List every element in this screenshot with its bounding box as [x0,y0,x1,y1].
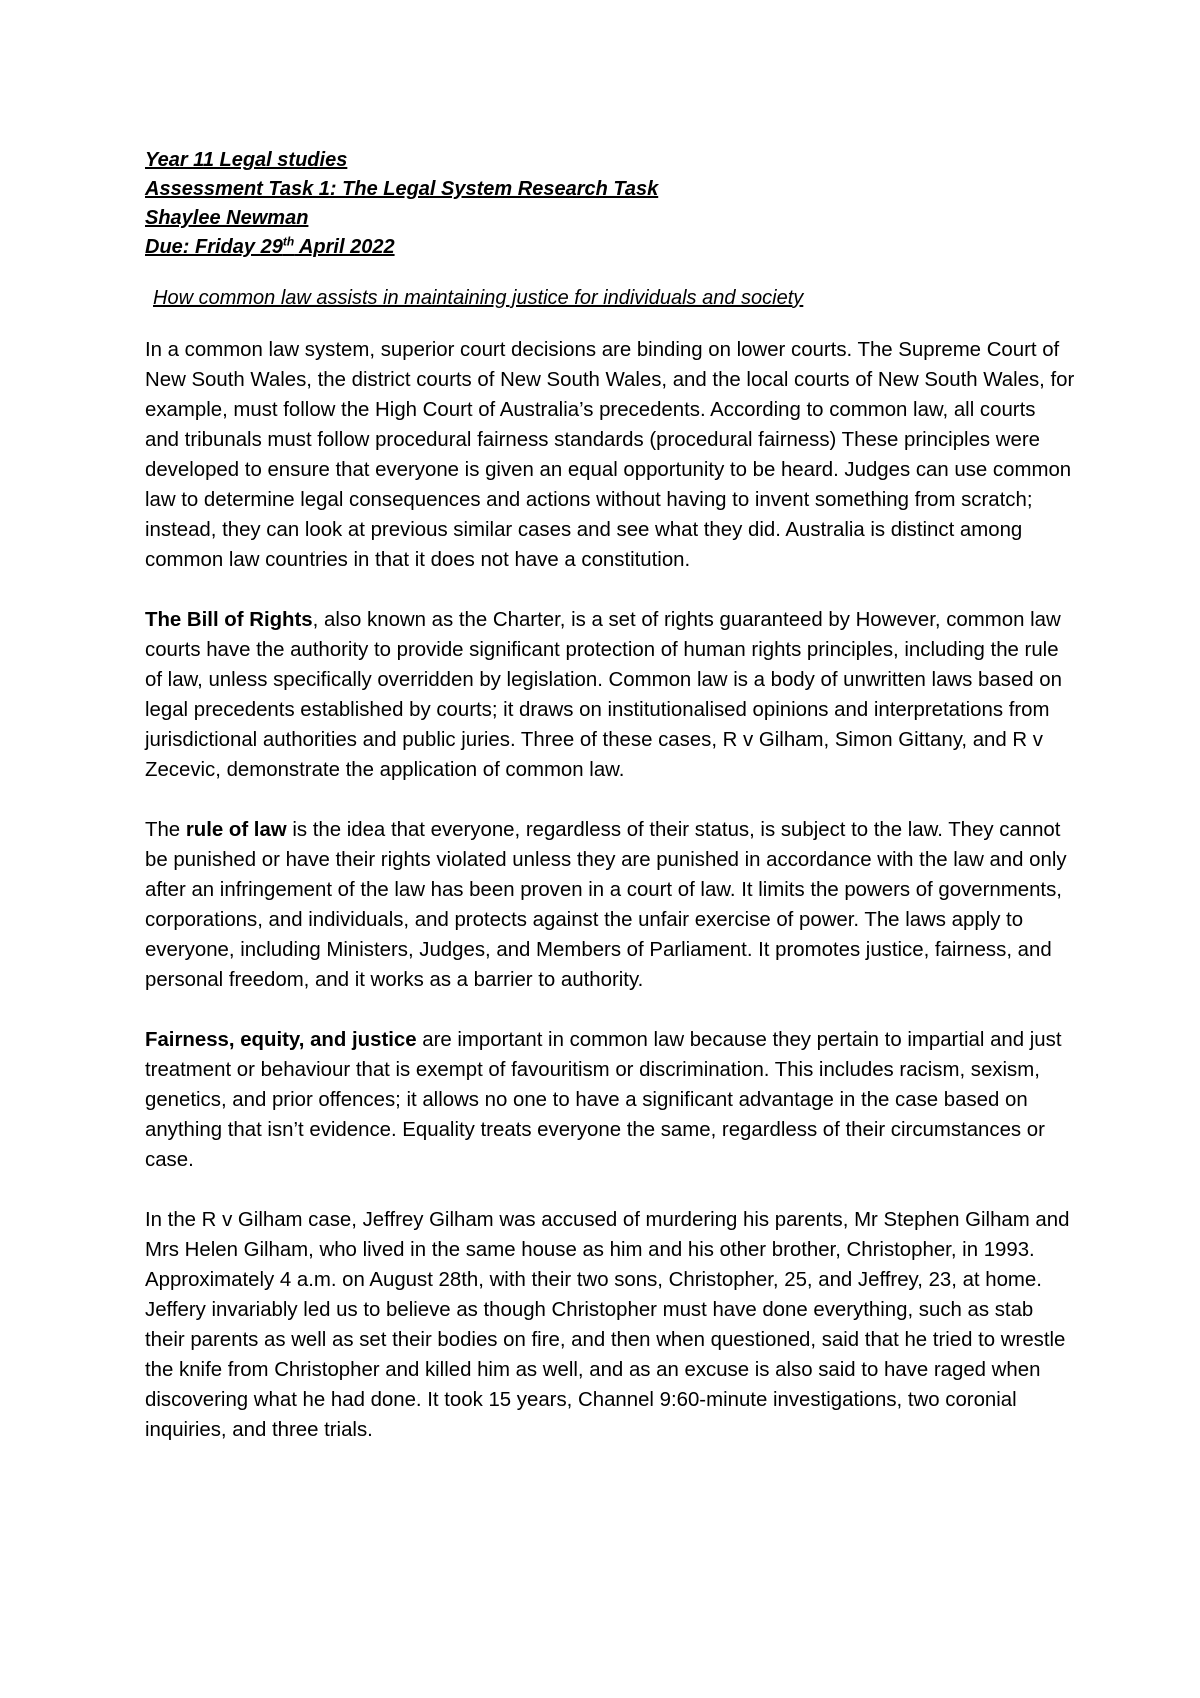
paragraph-rule-of-law-text: is the idea that everyone, regardless of their status, is subject to the law. They cannot be punished or have their rights violated unless they are punished in accordance with the law and only after an infringement of the law has been proven in a court of law. It limits the powers of governments, corporations, and individuals, and protects against the unfair exercise of power. The laws apply to everyone, including Ministers, Judges, and Members of Parliament. It promotes justice, fairness, and personal freedom, and it works as a barrier to authority. [145,819,1067,991]
paragraph-fairness-text: are important in common law because they pertain to impartial and just treatment or behaviour that is exempt of favouritism or discrimination. This includes racism, sexism, genetics, and prior offences; it allows no one to have a significant advantage in the case based on anything that isn’t evidence. Equality treats everyone the same, regardless of their circumstances or case. [145,1029,1062,1171]
paragraph-rule-of-law-lead: The [145,819,186,841]
course-heading: Year 11 Legal studies [145,149,348,171]
task-heading: Assessment Task 1: The Legal System Research Task [145,178,659,200]
paragraph-bill-of-rights [145,605,1075,785]
paragraph-fairness-equity-justice [145,1025,1075,1175]
paragraph-r-v-gilham: In the R v Gilham case, Jeffrey Gilham was accused of murdering his parents, Mr Stephen Gilham and Mrs Helen Gilham, who lived in the same house as him and his other brother, Christopher, in 1993. Approximately 4 a.m. on August 28th, with their two sons, Christopher, 25, and Jeffrey, 23, at home. Jeffery invariably led us to believe as though Christopher must have done everything, such as stab their parents as well as set their bodies on fire, and then when questioned, said that he tried to wrestle the knife from Christopher and killed him as well, and as an excuse is also said to have raged when discovering what he had done. It took 15 years, Channel 9:60-minute investigations, two coronial inquiries, and three trials. [145,1209,1070,1441]
bold-term-rule-of-law: rule of law [185,819,287,841]
student-name: Shaylee Newman [145,207,309,229]
due-date-ordinal: th [282,234,295,249]
document-page [145,146,1075,1445]
paragraph-common-law-system: In a common law system, superior court decisions are binding on lower courts. The Supreme Court of New South Wales, the district courts of New South Wales, and the local courts of New South Wales, for example, must follow the High Court of Australia’s precedents. According to common law, all courts and tribunals must follow procedural fairness standards (procedural fairness) These principles were developed to ensure that everyone is given an equal opportunity to be heard. Judges can use common law to determine legal consequences and actions without having to invent something from scratch; instead, they can look at previous similar cases and see what they did. Australia is distinct among common law countries in that it does not have a constitution. [145,339,1075,571]
paragraph-bill-of-rights-text: , also known as the Charter, is a set of rights guaranteed by However, common law courts have the authority to provide significant protection of human rights principles, including the rule of law, unless specifically overridden by legislation. Common law is a body of unwritten laws based on legal precedents established by courts; it draws on institutionalised opinions and interpretations from jurisdictional authorities and public juries. Three of these cases, R v Gilham, Simon Gittany, and R v Zecevic, demonstrate the application of common law. [145,609,1062,781]
due-date-prefix: Due: Friday 29 [145,236,283,258]
bold-term-bill-of-rights: The Bill of Rights [145,609,313,631]
paragraph-rule-of-law [145,815,1075,995]
due-date [145,233,1075,262]
due-date-suffix: April 2022 [294,236,395,258]
bold-term-fairness-equity-justice: Fairness, equity, and justice [145,1029,417,1051]
essay-title: How common law assists in maintaining justice for individuals and society [153,287,804,309]
